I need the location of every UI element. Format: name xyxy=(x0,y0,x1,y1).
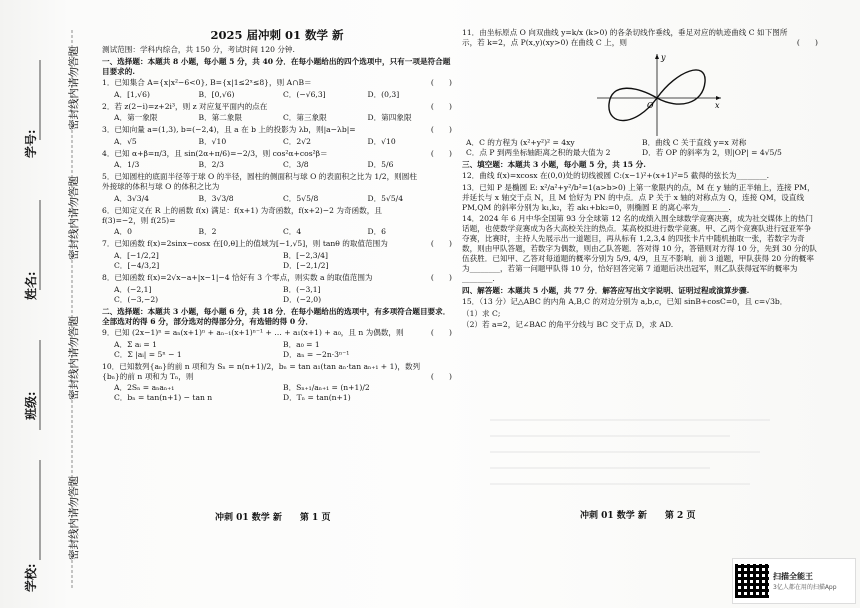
question-11-options: A．C 的方程为 (x²+y²)² = 4xy B．曲线 C 关于直线 y=x 对称 C．点 P 到两坐标轴距离之积的最大值为 2 D．若 OP 的斜率为 2，则|OP| = 4√5/5 xyxy=(466,137,782,157)
y-axis-label: y xyxy=(661,52,666,62)
question-8: 8．已知函数 f(x)=2√x−a+|x−1|−4 恰好有 3 个零点，则实数 a 的取值范围为 ( ) xyxy=(102,272,452,282)
question-4-options: A．1/3 B．2/3 C．3/8 D．5/6 xyxy=(114,160,394,170)
school-label: 学校: xyxy=(24,563,38,592)
seal-note: 密封线内请勿答题 xyxy=(68,476,80,560)
section-4-heading: 四、解答题：本题共 5 小题，共 77 分．解答应写出文字说明、证明过程或演算步骤. xyxy=(462,285,750,295)
name-label: 姓名: xyxy=(24,271,38,300)
class-label: 班级: xyxy=(24,391,38,420)
scanner-brand: 扫描全能王 xyxy=(773,572,813,581)
question-7: 7．已知函数 f(x)=2sinx−cosx 在[0,θ]上的值域为[−1,√5]，则 tanθ 的取值范围为 ( ) xyxy=(102,239,452,249)
left-column xyxy=(102,28,452,405)
section-3-heading: 三、填空题：本题共 3 小题，每小题 5 分，共 15 分. xyxy=(462,159,646,169)
id-label: 学号: xyxy=(24,129,38,158)
section-1-heading: 一、选择题：本题共 8 小题，每小题 5 分，共 40 分．在每小题给出的四个选项中，只有一项是符合题目要求的. xyxy=(102,56,451,76)
question-1-options: A．[1,√6) B．[0,√6) C．(−√6,3] D．(0,3] xyxy=(114,89,400,99)
scanner-tagline: 3亿人都在用的扫描App xyxy=(773,584,837,591)
question-3-options: A．√5 B．√10 C．2√2 D．√10 xyxy=(114,136,396,146)
question-7-options: A．[−1/2,2] B．[−2,3/4] C．[−4/3,2] D．[−2,1/2] xyxy=(114,250,329,270)
qr-code-icon xyxy=(735,564,769,598)
question-15-part-1: （1）求 C; xyxy=(462,308,501,318)
x-axis-label: x xyxy=(715,100,720,110)
question-6: 6．已知定义在 R 上的函数 f(x) 满足：f(x+1) 为奇函数，f(x+2)−2 为奇函数，且 f(3)=−2，则 f(25)= xyxy=(102,205,382,225)
question-11: 11．由坐标原点 O 向双曲线 y=k/x (k>0) 的各条切线作垂线，垂足对应的轨迹曲线 C 如下图所示，若 k=2，点 P(x,y)(xy>0) 在曲线 C 上，则 ( ) xyxy=(462,28,818,48)
scanner-watermark xyxy=(732,558,856,604)
exam-title: 2025 届冲刺 01 数学 新 xyxy=(210,28,344,42)
question-2: 2．若 z(2−i)=z+2i³，则 z 对应复平面内的点在 ( ) xyxy=(102,101,452,111)
page-2-footer: 冲刺 01 数学 新 第 2 页 xyxy=(580,511,696,521)
bleed-through-marks xyxy=(470,410,800,500)
question-3: 3．已知向量 a=(1,3), b=(−2,4)，且 a 在 b 上的投影为 λb，则|a−λb|= ( ) xyxy=(102,125,452,135)
question-15-part-2: （2）若 a=2，记∠BAC 的角平分线与 BC 交于点 D，求 AD. xyxy=(462,320,674,330)
seal-note: 密封线内请勿答题 xyxy=(68,46,80,130)
question-6-options: A．0 B．2 C．4 D．6 xyxy=(114,227,387,237)
question-11-graph-area xyxy=(462,50,818,138)
binding-strip xyxy=(0,0,100,608)
binding-lines xyxy=(0,0,100,608)
page-1-footer: 冲刺 01 数学 新 第 1 页 xyxy=(215,513,331,523)
lemniscate-graph xyxy=(587,50,727,138)
question-9-options: A．Σ aᵢ = 1 B．a₀ = 1 C．Σ |aᵢ| = 5ⁿ − 1 D．aₙ = −2n·3ⁿ⁻¹ xyxy=(114,339,350,359)
question-9: 9．已知 (2x−1)ⁿ = aₙ(x+1)ⁿ + aₙ₋₁(x+1)ⁿ⁻¹ + … + a₁(x+1) + a₀，且 n 为偶数，则 ( ) xyxy=(102,328,452,338)
right-column xyxy=(462,28,818,332)
origin-label: O xyxy=(647,100,654,110)
question-4: 4．已知 α+β=π/3，且 sin(2α+π/6)=−2/3，则 cos²α+cos²β＝ ( ) xyxy=(102,148,452,158)
question-14: 14．2024 年 6 月中华全国第 93 分全球第 12 名的成绩入围全球数学竞赛决赛，成为社交媒体上的热门话题，也使数学竞赛成为各大高校关注的热点．某高校拟进行数学竞赛。甲、乙两个竞赛队进行冠亚军争夺赛，比赛时，主持人先展示出一道题目，再从标有 1,2,3,4 的四张卡片中随机抽取一张，若数字为奇数，则由甲队答题，若数字为偶数，则由乙队答题．答对得 10 分，答错则对方得 10 分，先到 30 分的队伍获胜．已知甲、乙答对每道题的概率分别为 5/9, 4/9，且互不影响．前 3 道题，甲队获得 20 分的概率为________，若第一问题甲队得 10 分，恰好回答完第 7 道题后决出冠军，则乙队获得冠军的概率为________. xyxy=(462,214,817,284)
seal-note: 密封线内请勿答题 xyxy=(68,316,80,400)
question-5-options: A．3√3/4 B．3√3/8 C．5√5/8 D．5√5/4 xyxy=(114,193,404,203)
question-5: 5．已知圆柱的底面半径等于球 O 的半径，圆柱的侧面积与球 O 的表面积之比为 1/2，则圆柱外接球的体积与球 O 的体积之比为 xyxy=(102,172,417,192)
question-2-options: A．第一象限 B．第二象限 C．第三象限 D．第四象限 xyxy=(114,113,412,123)
seal-note: 密封线内请勿答题 xyxy=(68,176,80,260)
exam-scope: 测试范围：学科内综合，共 150 分，考试时间 120 分钟. xyxy=(102,45,295,55)
question-12: 12．曲线 f(x)=xcosx 在(0,0)处的切线被圆 C:(x−1)²+(x+1)²=5 截得的弦长为________. xyxy=(462,171,770,181)
question-10-options: A．2Sₙ = aₙaₙ₊₁ B．Sₙ₊₁/aₙ₊₁ = (n+1)/2 C．bₙ = tan(n+1) − tan n D．Tₙ = tan(n+1) xyxy=(114,383,370,403)
question-13: 13．已知 P 是椭圆 E: x²/a²+y²/b²=1(a>b>0) 上第一象限内的点，M 在 y 轴的正半轴上，连接 PM，并延长与 x 轴交于点 N，且 M 恰好为 PN 的中点．点 P 关于 x 轴的对称点为 Q，连接 QM，设直线 PM,QM 的斜率分别为 k₁,k₂，若 ak₁+bk₂=0，则椭圆 E 的离心率为________. xyxy=(462,182,815,212)
question-15: 15．（13 分）记△ABC 的内角 A,B,C 的对边分别为 a,b,c，已知 sinB+cosC=0，且 c=√3b． xyxy=(462,297,788,307)
question-10: 10．已知数列{aₙ}的前 n 项和为 Sₙ = n(n+1)/2，bₙ = tan a₁(tan aₙ·tan aₙ₊₁ + 1)，数列{bₙ}的前 n 项和为 Tₙ，则 ( ) xyxy=(102,361,452,381)
section-2-heading: 二、选择题：本题共 3 小题，每小题 6 分，共 18 分．在每小题给出的选项中，有多项符合题目要求．全部选对的得 6 分，部分选对的得部分分，有选错的得 0 分． xyxy=(102,306,451,326)
question-8-options: A．(−2,1] B．(−3,1] C．(−3,−2) D．(−2,0) xyxy=(114,284,322,304)
question-1: 1．已知集合 A={x|x²−6<0}, B={x|1≤2ˣ≤8}，则 A∩B＝ ( ) xyxy=(102,78,452,88)
